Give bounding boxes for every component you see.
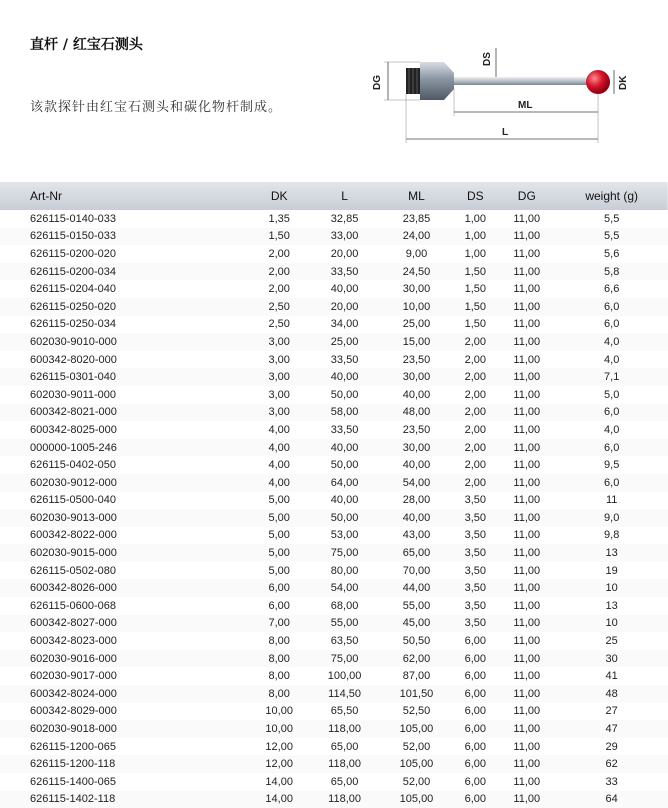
col-dk: DK: [270, 189, 288, 203]
cell-ml: 52,00: [381, 738, 453, 756]
table-row: [0, 456, 668, 474]
table-row: [0, 791, 668, 808]
table-row: [0, 421, 668, 439]
col-l: L: [341, 189, 348, 203]
cell-ds: 1,50: [452, 316, 498, 334]
cell-dg: 11,00: [498, 316, 555, 334]
cell-ds: 6,00: [452, 720, 498, 738]
cell-dk: 6,00: [250, 579, 309, 597]
cell-art-nr: 626115-0250-034: [0, 316, 250, 334]
cell-ml: 40,00: [381, 456, 453, 474]
cell-dg: 11,00: [498, 527, 555, 545]
cell-dg: 11,00: [498, 456, 555, 474]
cell-art-nr: 602030-9018-000: [0, 720, 250, 738]
cell-dg: 11,00: [498, 263, 555, 281]
cell-weight: 41: [555, 667, 668, 685]
cell-weight: 19: [555, 562, 668, 580]
cell-l: 20,00: [309, 298, 381, 316]
cell-weight: 9,5: [555, 456, 668, 474]
cell-dg: 11,00: [498, 333, 555, 351]
table-row: [0, 210, 668, 228]
cell-ml: 55,00: [381, 597, 453, 615]
cell-ds: 2,00: [452, 439, 498, 457]
cell-dk: 5,00: [250, 509, 309, 527]
cell-ds: 3,50: [452, 597, 498, 615]
cell-dg: 11,00: [498, 474, 555, 492]
cell-ml: 43,00: [381, 527, 453, 545]
cell-ml: 23,50: [381, 351, 453, 369]
cell-dk: 2,00: [250, 280, 309, 298]
table-row: [0, 263, 668, 281]
cell-weight: 4,0: [555, 333, 668, 351]
cell-l: 33,00: [309, 228, 381, 246]
cell-ml: 62,00: [381, 650, 453, 668]
table-row: [0, 351, 668, 369]
cell-art-nr: 626115-0301-040: [0, 368, 250, 386]
cell-l: 118,00: [309, 720, 381, 738]
cell-ml: 54,00: [381, 474, 453, 492]
cell-dg: 11,00: [498, 773, 555, 791]
cell-dg: 11,00: [498, 544, 555, 562]
dg-label: DG: [372, 75, 383, 90]
cell-ml: 65,00: [381, 544, 453, 562]
cell-weight: 6,0: [555, 474, 668, 492]
cell-ds: 1,50: [452, 263, 498, 281]
table-row: [0, 579, 668, 597]
cell-weight: 6,0: [555, 298, 668, 316]
cell-weight: 6,0: [555, 404, 668, 422]
cell-ml: 25,00: [381, 316, 453, 334]
cell-ds: 2,00: [452, 421, 498, 439]
cell-dk: 2,00: [250, 263, 309, 281]
cell-dg: 11,00: [498, 492, 555, 510]
cell-art-nr: 626115-0250-020: [0, 298, 250, 316]
cell-art-nr: 600342-8025-000: [0, 421, 250, 439]
cell-ml: 52,00: [381, 773, 453, 791]
cell-ml: 52,50: [381, 703, 453, 721]
cell-l: 80,00: [309, 562, 381, 580]
cell-ds: 6,00: [452, 685, 498, 703]
cell-l: 32,85: [309, 210, 381, 228]
cell-art-nr: 626115-0402-050: [0, 456, 250, 474]
cell-dk: 1,35: [250, 210, 309, 228]
cell-art-nr: 600342-8022-000: [0, 527, 250, 545]
cell-l: 25,00: [309, 333, 381, 351]
col-art-nr: Art-Nr: [30, 189, 62, 203]
cell-ml: 70,00: [381, 562, 453, 580]
cell-weight: 27: [555, 703, 668, 721]
cell-dg: 11,00: [498, 579, 555, 597]
cell-dk: 4,00: [250, 456, 309, 474]
cell-dg: 11,00: [498, 421, 555, 439]
table-row: [0, 509, 668, 527]
cell-dk: 6,00: [250, 597, 309, 615]
cell-weight: 5,5: [555, 228, 668, 246]
cell-weight: 47: [555, 720, 668, 738]
cell-dg: 11,00: [498, 280, 555, 298]
table-row: [0, 439, 668, 457]
cell-ds: 3,50: [452, 527, 498, 545]
cell-dk: 2,50: [250, 298, 309, 316]
cell-dg: 11,00: [498, 685, 555, 703]
cell-ds: 3,50: [452, 615, 498, 633]
cell-dg: 11,00: [498, 298, 555, 316]
cell-art-nr: 602030-9012-000: [0, 474, 250, 492]
table-row: [0, 280, 668, 298]
cell-dg: 11,00: [498, 720, 555, 738]
cell-l: 50,00: [309, 386, 381, 404]
cell-ml: 28,00: [381, 492, 453, 510]
cell-dk: 7,00: [250, 615, 309, 633]
cell-ds: 3,50: [452, 579, 498, 597]
col-dg: DG: [517, 189, 536, 203]
cell-weight: 5,6: [555, 245, 668, 263]
table-row: [0, 228, 668, 246]
table-row: [0, 650, 668, 668]
cell-l: 64,00: [309, 474, 381, 492]
cell-dg: 11,00: [498, 368, 555, 386]
cell-art-nr: 626115-0502-080: [0, 562, 250, 580]
table-row: [0, 685, 668, 703]
cell-ds: 6,00: [452, 738, 498, 756]
cell-l: 63,50: [309, 632, 381, 650]
cell-l: 55,00: [309, 615, 381, 633]
cell-ml: 44,00: [381, 579, 453, 597]
cell-l: 33,50: [309, 263, 381, 281]
dk-label: DK: [618, 75, 629, 90]
cell-ds: 1,00: [452, 245, 498, 263]
cell-ds: 2,00: [452, 474, 498, 492]
cell-art-nr: 600342-8027-000: [0, 615, 250, 633]
spec-table-container: [0, 182, 668, 808]
cell-ds: 1,00: [452, 210, 498, 228]
spec-table: [0, 182, 668, 808]
cell-dk: 3,00: [250, 351, 309, 369]
cell-l: 40,00: [309, 368, 381, 386]
table-header-row: [0, 182, 668, 210]
cell-weight: 13: [555, 597, 668, 615]
table-row: [0, 773, 668, 791]
cell-l: 65,00: [309, 773, 381, 791]
cell-dg: 11,00: [498, 738, 555, 756]
cell-dg: 11,00: [498, 615, 555, 633]
table-row: [0, 245, 668, 263]
cell-weight: 9,8: [555, 527, 668, 545]
probe-shaft: [454, 77, 592, 85]
cell-dk: 4,00: [250, 421, 309, 439]
table-row: [0, 333, 668, 351]
cell-dg: 11,00: [498, 703, 555, 721]
table-row: [0, 755, 668, 773]
cell-dk: 3,00: [250, 386, 309, 404]
cell-weight: 11: [555, 492, 668, 510]
cell-l: 33,50: [309, 351, 381, 369]
cell-dg: 11,00: [498, 597, 555, 615]
cell-dk: 14,00: [250, 791, 309, 808]
cell-art-nr: 626115-0150-033: [0, 228, 250, 246]
ruby-ball: [586, 70, 610, 94]
cell-l: 58,00: [309, 404, 381, 422]
cell-art-nr: 000000-1005-246: [0, 439, 250, 457]
cell-dk: 4,00: [250, 474, 309, 492]
cell-ml: 105,00: [381, 755, 453, 773]
cell-art-nr: 626115-1200-118: [0, 755, 250, 773]
cell-art-nr: 600342-8029-000: [0, 703, 250, 721]
cell-l: 75,00: [309, 544, 381, 562]
cell-l: 40,00: [309, 280, 381, 298]
cell-dk: 8,00: [250, 650, 309, 668]
cell-dk: 10,00: [250, 720, 309, 738]
cell-dg: 11,00: [498, 650, 555, 668]
cell-ds: 3,50: [452, 562, 498, 580]
col-ds: DS: [467, 189, 484, 203]
cell-dk: 8,00: [250, 685, 309, 703]
cell-dk: 2,50: [250, 316, 309, 334]
cell-ml: 24,50: [381, 263, 453, 281]
cell-dk: 8,00: [250, 667, 309, 685]
stylus-diagram: [362, 42, 642, 152]
cell-art-nr: 602030-9010-000: [0, 333, 250, 351]
table-body: [0, 210, 668, 808]
table-row: [0, 597, 668, 615]
thread-part: [406, 68, 420, 94]
cell-ds: 1,00: [452, 228, 498, 246]
probe-body: [420, 62, 454, 100]
cell-weight: 6,0: [555, 316, 668, 334]
table-row: [0, 474, 668, 492]
cell-weight: 7,1: [555, 368, 668, 386]
cell-l: 118,00: [309, 755, 381, 773]
cell-ml: 30,00: [381, 439, 453, 457]
cell-weight: 30: [555, 650, 668, 668]
cell-art-nr: 626115-0140-033: [0, 210, 250, 228]
cell-dk: 14,00: [250, 773, 309, 791]
cell-weight: 10: [555, 615, 668, 633]
cell-art-nr: 626115-1400-065: [0, 773, 250, 791]
cell-dk: 5,00: [250, 562, 309, 580]
cell-l: 75,00: [309, 650, 381, 668]
cell-art-nr: 600342-8020-000: [0, 351, 250, 369]
cell-dg: 11,00: [498, 562, 555, 580]
cell-ml: 48,00: [381, 404, 453, 422]
cell-ds: 6,00: [452, 667, 498, 685]
cell-ds: 3,50: [452, 492, 498, 510]
cell-ds: 6,00: [452, 703, 498, 721]
cell-dk: 5,00: [250, 544, 309, 562]
table-row: [0, 720, 668, 738]
cell-l: 33,50: [309, 421, 381, 439]
cell-art-nr: 626115-0204-040: [0, 280, 250, 298]
cell-ds: 6,00: [452, 650, 498, 668]
cell-ml: 40,00: [381, 509, 453, 527]
cell-ml: 30,00: [381, 280, 453, 298]
cell-art-nr: 626115-1200-065: [0, 738, 250, 756]
table-row: [0, 492, 668, 510]
cell-weight: 5,8: [555, 263, 668, 281]
cell-ml: 40,00: [381, 386, 453, 404]
cell-l: 65,50: [309, 703, 381, 721]
cell-weight: 5,0: [555, 386, 668, 404]
cell-ds: 2,00: [452, 368, 498, 386]
cell-ml: 105,00: [381, 720, 453, 738]
col-ml: ML: [408, 189, 425, 203]
cell-dg: 11,00: [498, 210, 555, 228]
cell-art-nr: 602030-9016-000: [0, 650, 250, 668]
cell-ds: 2,00: [452, 333, 498, 351]
cell-ds: 1,50: [452, 298, 498, 316]
cell-weight: 6,6: [555, 280, 668, 298]
ds-label: DS: [482, 52, 493, 66]
cell-art-nr: 602030-9011-000: [0, 386, 250, 404]
cell-dg: 11,00: [498, 386, 555, 404]
cell-ml: 101,50: [381, 685, 453, 703]
cell-dg: 11,00: [498, 245, 555, 263]
cell-l: 50,00: [309, 456, 381, 474]
cell-ml: 15,00: [381, 333, 453, 351]
cell-ml: 87,00: [381, 667, 453, 685]
table-row: [0, 527, 668, 545]
cell-l: 54,00: [309, 579, 381, 597]
cell-l: 68,00: [309, 597, 381, 615]
cell-weight: 10: [555, 579, 668, 597]
table-row: [0, 632, 668, 650]
cell-dk: 5,00: [250, 492, 309, 510]
cell-l: 50,00: [309, 509, 381, 527]
cell-weight: 29: [555, 738, 668, 756]
cell-dg: 11,00: [498, 632, 555, 650]
cell-dk: 12,00: [250, 738, 309, 756]
table-row: [0, 316, 668, 334]
cell-ds: 6,00: [452, 755, 498, 773]
cell-l: 40,00: [309, 492, 381, 510]
table-row: [0, 404, 668, 422]
cell-dg: 11,00: [498, 351, 555, 369]
cell-weight: 25: [555, 632, 668, 650]
table-row: [0, 298, 668, 316]
cell-dk: 3,00: [250, 333, 309, 351]
cell-dk: 2,00: [250, 245, 309, 263]
cell-l: 118,00: [309, 791, 381, 808]
cell-dk: 5,00: [250, 527, 309, 545]
cell-dk: 1,50: [250, 228, 309, 246]
cell-ds: 2,00: [452, 351, 498, 369]
cell-dg: 11,00: [498, 439, 555, 457]
cell-ml: 9,00: [381, 245, 453, 263]
col-weight: weight (g): [585, 189, 638, 203]
table-row: [0, 386, 668, 404]
cell-weight: 62: [555, 755, 668, 773]
cell-weight: 48: [555, 685, 668, 703]
cell-dk: 4,00: [250, 439, 309, 457]
cell-ml: 50,50: [381, 632, 453, 650]
cell-ds: 3,50: [452, 544, 498, 562]
cell-weight: 13: [555, 544, 668, 562]
ml-label: ML: [518, 100, 533, 111]
cell-dg: 11,00: [498, 791, 555, 808]
cell-art-nr: 626115-0200-034: [0, 263, 250, 281]
cell-weight: 33: [555, 773, 668, 791]
cell-weight: 4,0: [555, 351, 668, 369]
cell-ds: 2,00: [452, 386, 498, 404]
cell-dk: 3,00: [250, 368, 309, 386]
cell-dg: 11,00: [498, 404, 555, 422]
cell-ds: 3,50: [452, 509, 498, 527]
cell-l: 40,00: [309, 439, 381, 457]
cell-art-nr: 602030-9017-000: [0, 667, 250, 685]
cell-art-nr: 626115-0500-040: [0, 492, 250, 510]
cell-l: 100,00: [309, 667, 381, 685]
cell-art-nr: 626115-0600-068: [0, 597, 250, 615]
cell-weight: 6,0: [555, 439, 668, 457]
cell-ml: 23,50: [381, 421, 453, 439]
cell-weight: 9,0: [555, 509, 668, 527]
cell-art-nr: 600342-8024-000: [0, 685, 250, 703]
cell-art-nr: 600342-8021-000: [0, 404, 250, 422]
cell-ds: 2,00: [452, 456, 498, 474]
cell-art-nr: 600342-8026-000: [0, 579, 250, 597]
cell-ds: 2,00: [452, 404, 498, 422]
cell-weight: 5,5: [555, 210, 668, 228]
cell-dk: 8,00: [250, 632, 309, 650]
cell-ml: 23,85: [381, 210, 453, 228]
cell-dk: 12,00: [250, 755, 309, 773]
cell-weight: 4,0: [555, 421, 668, 439]
cell-l: 34,00: [309, 316, 381, 334]
cell-art-nr: 626115-1402-118: [0, 791, 250, 808]
cell-dg: 11,00: [498, 228, 555, 246]
cell-dg: 11,00: [498, 667, 555, 685]
cell-ds: 6,00: [452, 773, 498, 791]
table-row: [0, 615, 668, 633]
cell-l: 114,50: [309, 685, 381, 703]
cell-dk: 10,00: [250, 703, 309, 721]
cell-dk: 3,00: [250, 404, 309, 422]
cell-ml: 105,00: [381, 791, 453, 808]
cell-l: 20,00: [309, 245, 381, 263]
cell-ds: 6,00: [452, 791, 498, 808]
table-row: [0, 368, 668, 386]
l-label: L: [502, 127, 509, 138]
cell-dg: 11,00: [498, 755, 555, 773]
cell-ml: 24,00: [381, 228, 453, 246]
table-row: [0, 562, 668, 580]
cell-art-nr: 602030-9015-000: [0, 544, 250, 562]
cell-ds: 1,50: [452, 280, 498, 298]
cell-ml: 30,00: [381, 368, 453, 386]
table-row: [0, 738, 668, 756]
cell-dg: 11,00: [498, 509, 555, 527]
page-title: 直杆 / 红宝石测头: [30, 37, 143, 53]
cell-l: 53,00: [309, 527, 381, 545]
product-description: 该款探针由红宝石测头和碳化物杆制成。: [30, 100, 283, 115]
cell-ds: 6,00: [452, 632, 498, 650]
table-row: [0, 703, 668, 721]
cell-art-nr: 626115-0200-020: [0, 245, 250, 263]
table-row: [0, 667, 668, 685]
cell-l: 65,00: [309, 738, 381, 756]
cell-ml: 45,00: [381, 615, 453, 633]
table-row: [0, 544, 668, 562]
cell-ml: 10,00: [381, 298, 453, 316]
cell-art-nr: 602030-9013-000: [0, 509, 250, 527]
cell-art-nr: 600342-8023-000: [0, 632, 250, 650]
cell-weight: 64: [555, 791, 668, 808]
